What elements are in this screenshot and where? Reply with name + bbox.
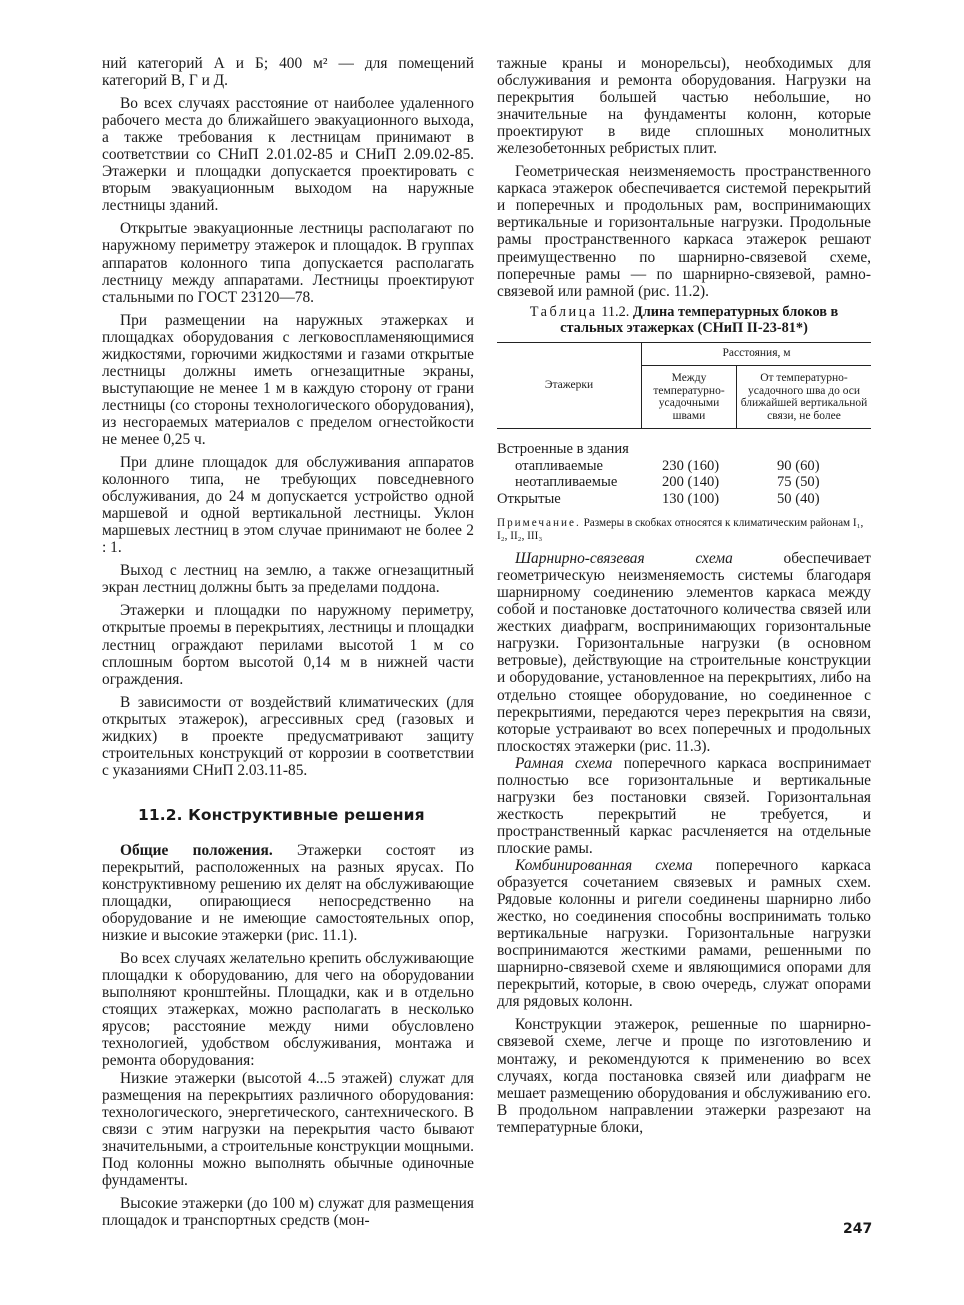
table-cell-b: 50 (40) — [777, 490, 820, 507]
table-caption-title: Длина температурных блоков в стальных этажерках (СНиП II-23-81*) — [560, 303, 839, 336]
paragraph: Во всех случаях желательно крепить обслуживающие площадки к оборудованию, для чего на оборудовании выполняют кронштейны. Площадки, как и в отдельно стоящих этажерках, можно располагать в несколько ярусов; расстояние между ними обусловлено технологией, удобством обслуживания, монтажа и ремонта оборудования: — [102, 950, 474, 1070]
section-heading: 11.2. Конструктивные решения — [138, 805, 425, 824]
page-number: 247 — [843, 1221, 873, 1237]
paragraph: Геометрическая неизменяемость пространственного каркаса этажерок обеспечивается системой перекрытий и поперечных и продольных рам, воспринимающих вертикальные и горизонтальные нагрузки. Продольные рамы пространственного каркаса этажерок решают преимущественно по шарнирно-связевой схеме, поперечные рамы — по шарнирно-связевой, рамно-связевой или рамной (рис. 11.2). — [497, 163, 871, 300]
table-note-text: Размеры в скобках относятся к климатическим районам I₁, I₂, II₂, III₃ — [497, 517, 864, 542]
table-caption-label: Таблица — [529, 303, 598, 320]
table-header-group-label: Расстояния, м — [642, 343, 871, 367]
table-note — [497, 517, 871, 542]
paragraph: В зависимости от воздействий климатических (для открытых этажерок), агрессивных сред (газовых и жидких) в проекте предусматривают защиту строительных конструкций от коррозии в соответствии с указаниями СНиП 2.03.11-85. — [102, 693, 474, 779]
paragraph-text: Этажерки состоят из перекрытий, расположенных на разных ярусах. По конструктивному решению их делят на обслуживающие площадки, опирающиеся непосредственно на оборудование и не имеющие самостоятельных опор, низкие и высокие этажерки (рис. 11.1). — [102, 841, 474, 945]
paragraph — [497, 550, 871, 755]
table-row — [497, 474, 871, 491]
paragraph-text: поперечного каркаса воспринимает полностью все горизонтальные и вертикальные нагрузки без постановки связей. Горизонтальная жесткость перекрытий не требуется, и пространственный каркас расчленяется на отдельные плоские рамы. — [497, 754, 871, 857]
paragraph: Этажерки и площадки по наружному периметру, открытые проемы в перекрытиях, лестницы и площадки лестниц ограждают перилами высотой 1 м со сплошным бортом высотой 0,14 м в нижней части ограждения. — [102, 602, 474, 688]
paragraph — [497, 755, 871, 857]
table-note-label: Примечание. — [497, 517, 581, 530]
table-cell-a: 230 (160) — [662, 457, 720, 474]
table-cell-b: 90 (60) — [777, 457, 820, 474]
table-cell-name: неотапливаемые — [515, 474, 618, 491]
table-header — [497, 342, 871, 430]
table-group-label: Встроенные в здания — [497, 441, 629, 458]
paragraph: тажные краны и монорельсы), необходимых для обслуживания и ремонта оборудования. Нагрузки на перекрытия большей частью небольшие, но значительные на фундаменты колонн, которые проектируют в виде сплошных монолитных железобетонных ребристых плит. — [497, 55, 871, 158]
term: Рамная схема — [515, 754, 613, 772]
table-cell-name: отапливаемые — [515, 457, 604, 474]
table-header-subcolumns — [642, 366, 871, 428]
right-column — [497, 55, 871, 1136]
table-row — [497, 458, 871, 475]
paragraph: Высокие этажерки (до 100 м) служат для размещения площадок и транспортных средств (мон- — [102, 1194, 474, 1229]
paragraph-text: обеспечивает геометрическую неизменяемость системы благодаря шарнирному соединению элементов каркаса между собой и постановке достаточного количества связей или жестких диафрагм, воспринимающих горизонтальные нагрузки. Горизонтальные нагрузки (в основном ветровые), действующие на строительные конструкции и оборудование, установленное на перекрытиях, либо на отдельно стоящее оборудование, но соединенное с перекрытиями, передаются через перекрытия на связи, которые устраивают во всех поперечных и продольных плоскостях этажерки (рис. 11.3). — [497, 550, 871, 755]
paragraph: Во всех случаях расстояние от наиболее удаленного рабочего места до ближайшего эвакуационного выхода, а также требования к лестницам принимают в соответствии со СНиП 2.01.02-85 и СНиП 2.09.02-85. Этажерки и площадки допускается проектировать с вторым эвакуационным выходом на наружные лестницы зданий. — [102, 95, 474, 215]
paragraph: ний категорий А и Б; 400 м² — для помещений категорий В, Г и Д. — [102, 55, 474, 90]
table-header-col-a: Между температурно-усадочными швами — [642, 366, 737, 428]
term: Комбинированная схема — [515, 857, 693, 874]
paragraph: При размещении на наружных этажерках и площадках оборудования с легковоспламеняющимися жидкостями, горючими жидкостями и газами открытые лестницы должны иметь огнезащитные экраны, выступающие не менее 1 м в каждую сторону от грани лестницы (со стороны технологического оборудования), из несгораемых материалов с пределом огнестойкости не менее 0,25 ч. — [102, 311, 474, 448]
paragraph-lead: Общие положения. — [120, 841, 273, 859]
paragraph: При длине площадок для обслуживания аппаратов колонного типа, не требующих повседневного обслуживания, до 24 м допускается устройство одной маршевой и одной вертикальной лестницы. Уклон маршевых лестниц в этом случае принимают не более 2 : 1. — [102, 454, 474, 557]
paragraph-text: поперечного каркаса образуется сочетанием связевых и рамных схем. Рядовые колонны и ригели соединены шарнирно либо жестко, но соединения способны воспринимать только вертикальные нагрузки. Горизонтальные нагрузки воспринимаются жесткими рамами, решенными по шарнирно-связевой схеме и являющимися опорами для перекрытий, которые, в свою очередь, служат опорами для рядовых колонн. — [497, 857, 871, 1011]
paragraph: Выход с лестниц на землю, а также огнезащитный экран лестниц должны быть за пределами поддона. — [102, 562, 474, 597]
table-cell-a: 200 (140) — [662, 474, 720, 491]
table-header-group — [642, 343, 871, 429]
table-header-name: Этажерки — [497, 343, 642, 429]
table-header-col-b: От температурно-усадочного шва до оси ближайшей вертикальной связи, не более — [740, 372, 868, 422]
table-caption — [497, 304, 871, 336]
paragraph: Открытые эвакуационные лестницы располагают по наружному периметру этажерок и площадок. В группах аппаратов колонного типа допускается располагать лестницу между аппаратами. Лестницы проектируют стальными по ГОСТ 23120—78. — [102, 220, 474, 306]
table-row — [497, 491, 871, 508]
paragraph: Конструкции этажерок, решенные по шарнирно-связевой схеме, легче и проще по изготовлению и монтажу, и рекомендуются к применению во всех случаях, когда постановка связей или диафрагм не мешает размещению оборудования и обслуживанию его. В продольном направлении этажерки разрезают на температурные блоки, — [497, 1016, 871, 1136]
paragraph — [102, 842, 474, 944]
paragraph — [497, 857, 871, 1010]
table-cell-b: 75 (50) — [777, 474, 820, 491]
paragraph: Низкие этажерки (высотой 4...5 этажей) служат для размещения на перекрытиях различного оборудования: технологического, энергетического, сантехнического. В связи с этим нагрузки на перекрытия часто бывают значительными, а строительные конструкции мощными. Под колонны можно выполнять обычные одиночные фундаменты. — [102, 1069, 474, 1189]
left-column — [102, 55, 474, 1229]
table-body — [497, 441, 871, 507]
table-cell-a: 130 (100) — [662, 490, 720, 507]
table-cell-name: Открытые — [497, 490, 561, 507]
term: Шарнирно-связевая схема — [515, 550, 733, 568]
table-caption-number: 11.2. — [601, 303, 630, 320]
